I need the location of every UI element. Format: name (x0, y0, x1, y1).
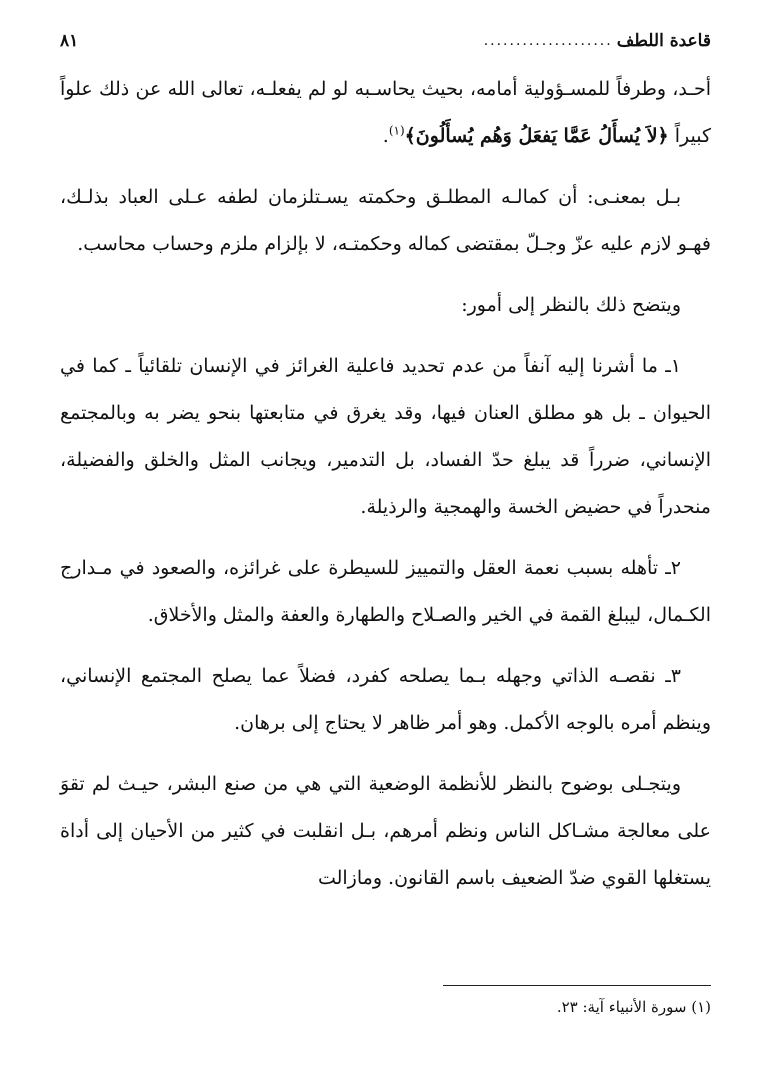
paragraph-1-text: أحـد، وطرفاً للمسـؤولية أمامه، بحيث يحاسـبه لو لم يفعلـه، تعالى الله عن ذلك علواً كبيراً (60, 78, 711, 147)
list-item-3: ٣ـ نقصـه الذاتي وجهله بـما يصلحه كفرد، فضلاً عما يصلح المجتمع الإنساني، وينظم أمره بالوجه الأكمل. وهو أمر ظاهر لا يحتاج إلى برهان. (60, 665, 711, 734)
paragraph-2: بـل بمعنـى: أن كمالـه المطلـق وحكمته يسـتلزمان لطفه عـلى العباد بذلـك، فهـو لازم عليه عزّ وجـلّ بمقتضى كماله وحكمتـه، لا بإلزام ملزم وحساب محاسب. (60, 186, 711, 255)
header-dot-leader: .................... (483, 33, 613, 49)
list-item-1: ١ـ ما أشرنا إليه آنفاً من عدم تحديد فاعلية الغرائز في الإنسان تلقائياً ـ كما في الحيوان ـ بل هو مطلق العنان فيها، وقد يغرق في متابعتها بنحو يضر به وبالمجتمع الإنساني، ضرراً قد يبلغ حدّ الفساد، بل التدمير، ويجانب المثل والخلق والفضيلة، منحدراً في حضيض الخسة والهمجية والرذيلة. (60, 355, 711, 518)
quran-verse: ﴿لاَ يُسأَلُ عَمَّا يَفعَلُ وَهُم يُسأَلُونَ﴾ (404, 125, 669, 147)
footnote-reference: (١) (388, 123, 405, 138)
paragraph-1-end: . (382, 125, 389, 147)
paragraph-1 (60, 66, 711, 160)
paragraph-3: ويتضح ذلك بالنظر إلى أمور: (461, 294, 681, 316)
running-header (60, 28, 711, 54)
page-number: ٨١ (60, 31, 79, 51)
body-text (60, 66, 711, 916)
footnote-separator (443, 985, 711, 986)
header-title: قاعدة اللطف (616, 31, 711, 51)
footnote: (١) سورة الأنبياء آية: ٢٣. (556, 998, 711, 1016)
list-item-2: ٢ـ تأهله بسبب نعمة العقل والتمييز للسيطرة على غرائزه، والصعود في مـدارج الكـمال، ليبلغ القمة في الخير والصـلاح والطهارة والعفة والمثل والأخلاق. (60, 557, 711, 626)
paragraph-4: ويتجـلى بوضوح بالنظر للأنظمة الوضعية التي هي من صنع البشر، حيـث لم تقوَ على معالجة مشـاكل الناس ونظم أمرهم، بـل انقلبت في كثير من الأحيان إلى أداة يستغلها القوي ضدّ الضعيف باسم القانون. ومازالت (60, 773, 711, 889)
